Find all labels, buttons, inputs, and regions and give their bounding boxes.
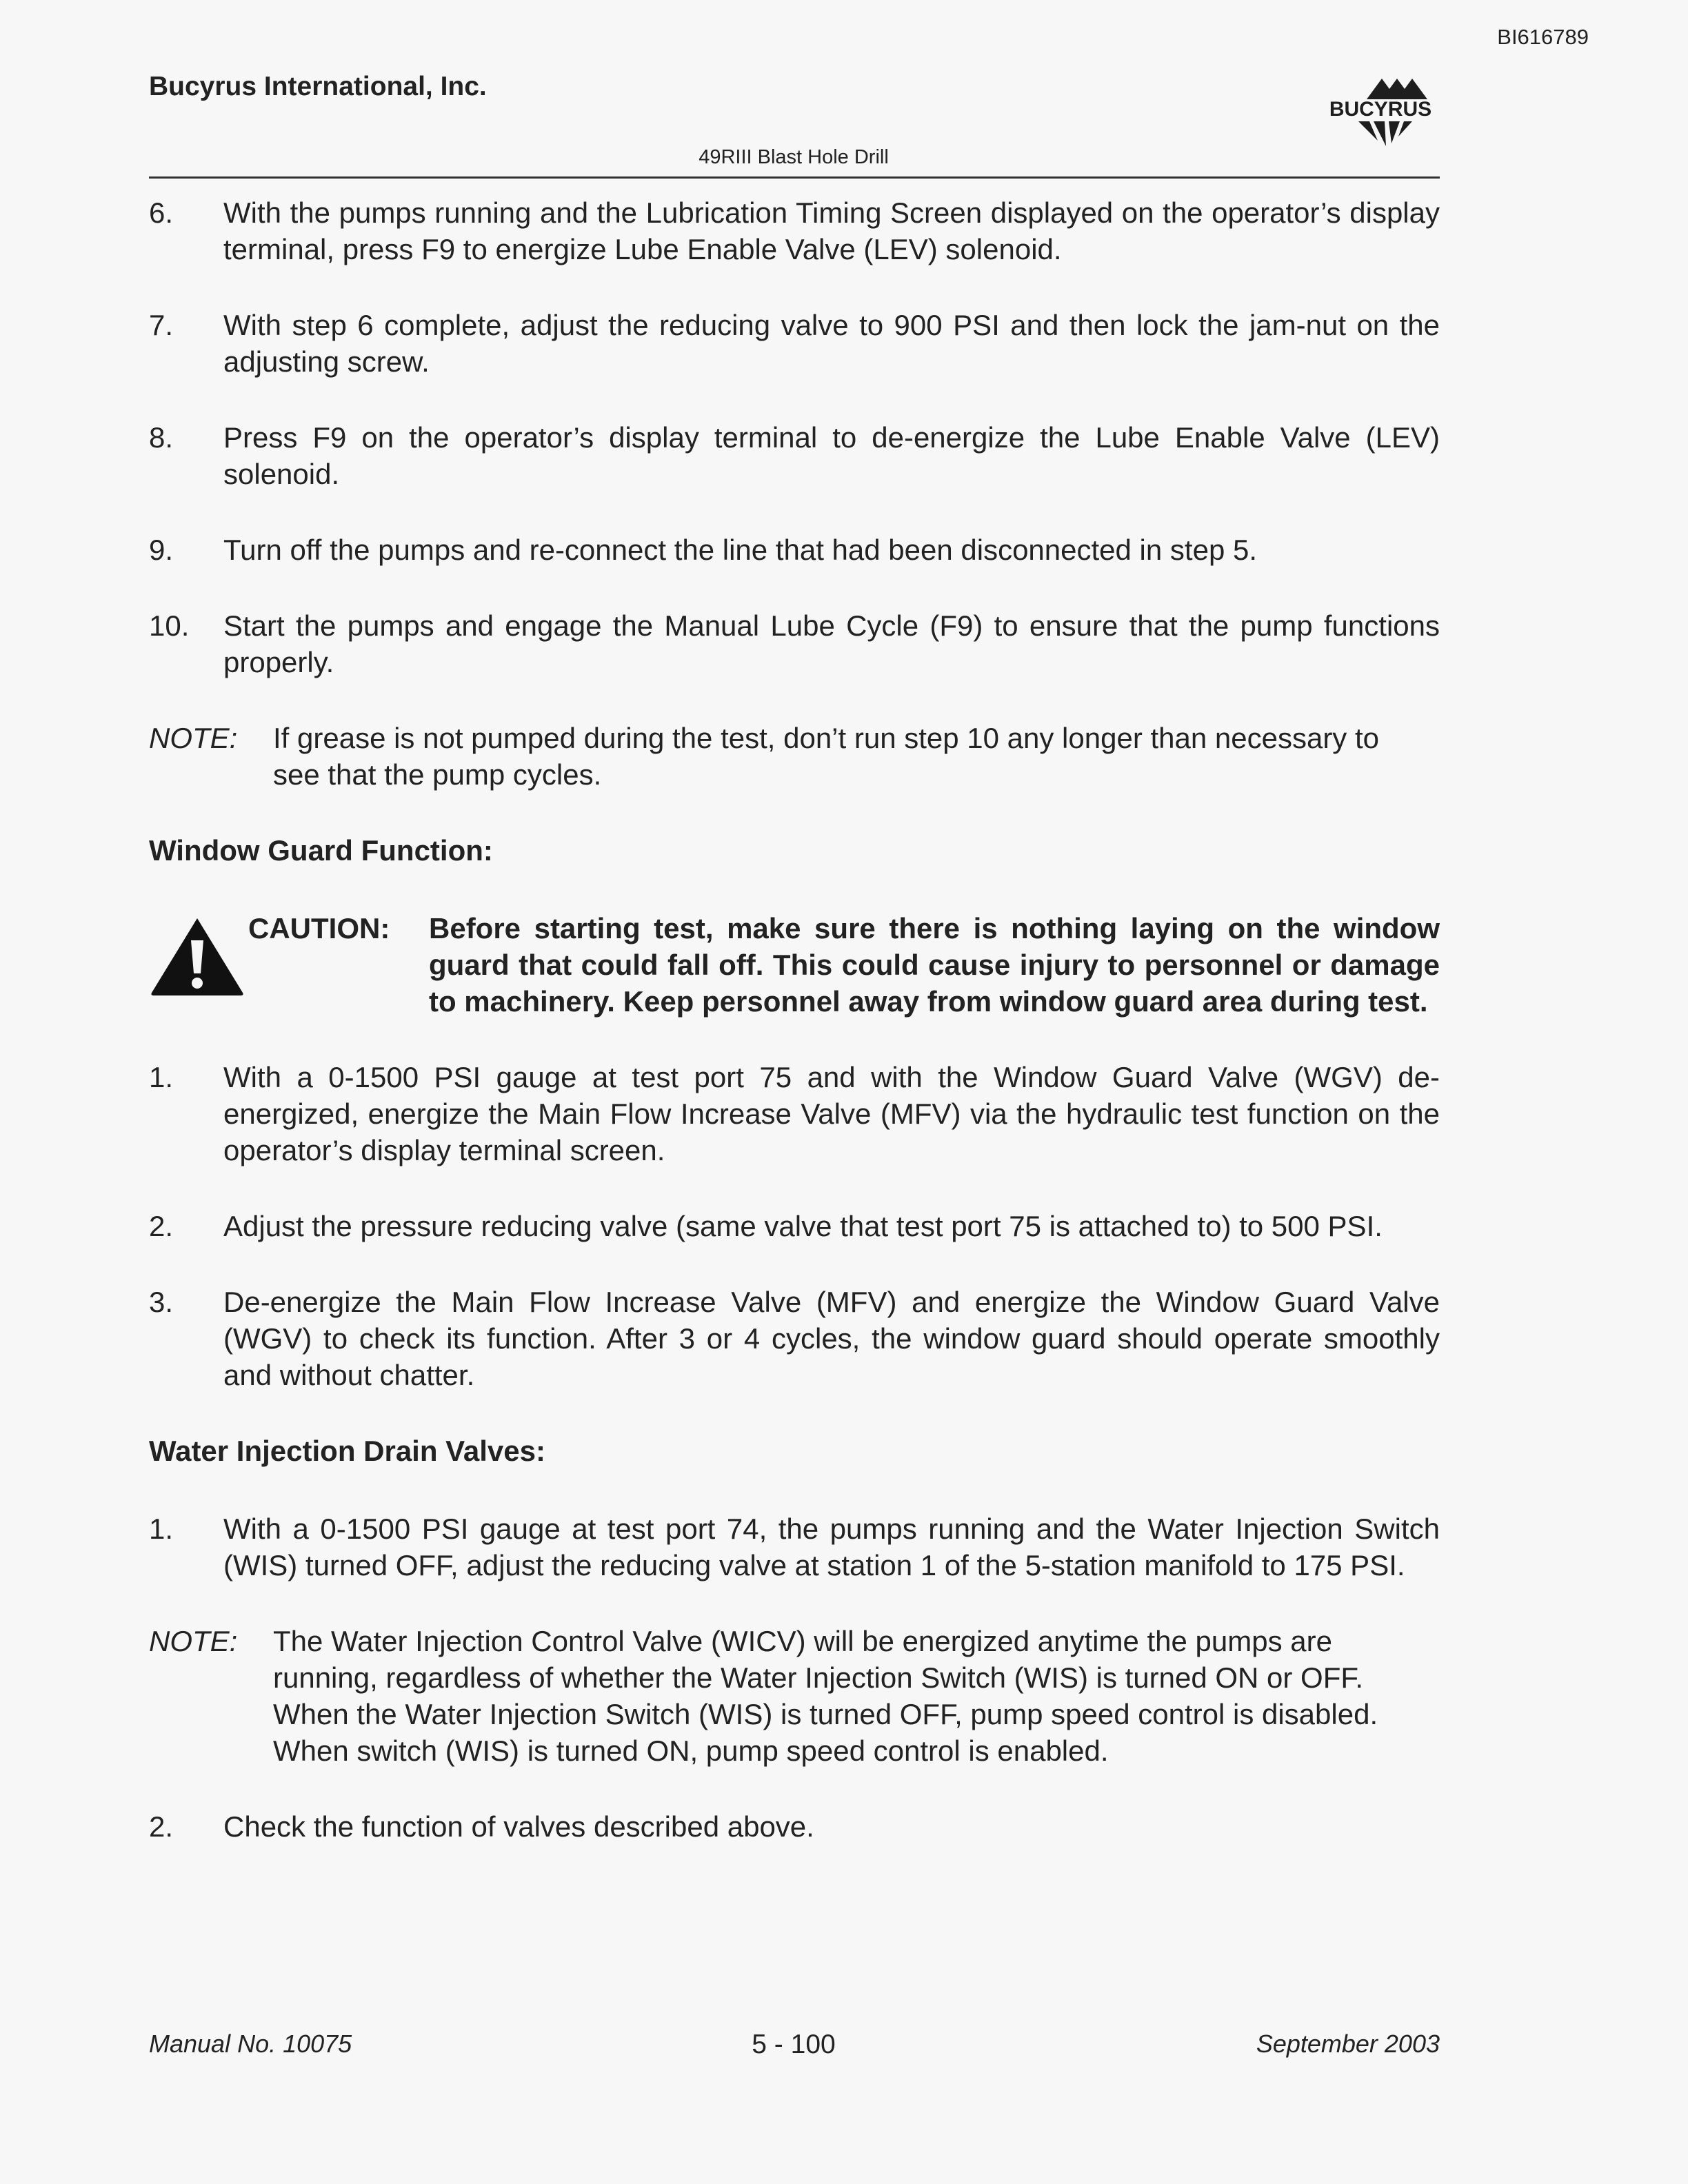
list-item [149,194,1440,267]
document-subtitle: 49RIII Blast Hole Drill [699,146,889,168]
warning-icon [149,910,248,1020]
step-text: De-energize the Main Flow Increase Valve (MFV) and energize the Window Guard Valve (WGV) to check its function. After 3 or 4 cycles, the window guard should operate smoothly and without chatter. [223,1286,1440,1391]
list-item [149,1808,1440,1845]
step-text: Press F9 on the operator’s display terminal to de-energize the Lube Enable Valve (LEV) solenoid. [223,421,1440,490]
list-item [149,1284,1440,1393]
list-item [149,419,1440,492]
caution-label: CAUTION: [248,912,390,944]
step-number: 7. [149,309,174,341]
section-heading: Window Guard Function: [149,834,493,867]
manual-number: Manual No. 10075 [149,2030,352,2058]
note-text: If grease is not pumped during the test, don’t run step 10 any longer than necessary to see that the pump cycles. [273,722,1379,791]
step-number: 8. [149,421,174,454]
note-text: The Water Injection Control Valve (WICV) will be energized anytime the pumps are running, regardless of whether the Water Injection Switch (WIS) is turned ON or OFF. When the Water Injection Switch (WIS) is turned OFF, pump speed control is disabled. When switch (WIS) is turned ON, pump speed control is enabled. [273,1625,1378,1767]
list-item [149,607,1440,680]
company-name: Bucyrus International, Inc. [149,72,487,101]
step-number: 2. [149,1210,174,1242]
step-number: 1. [149,1061,174,1093]
publication-date: September 2003 [1256,2030,1440,2058]
step-number: 1. [149,1513,174,1545]
step-text: Start the pumps and engage the Manual Lube Cycle (F9) to ensure that the pump functions properly. [223,609,1440,678]
step-text: Turn off the pumps and re-connect the line that had been disconnected in step 5. [223,534,1257,566]
step-number: 2. [149,1810,174,1843]
note-block [149,720,1440,793]
step-text: With the pumps running and the Lubrication Timing Screen displayed on the operator’s display terminal, press F9 to energize Lube Enable Valve (LEV) solenoid. [223,196,1440,265]
note-block [149,1623,1440,1769]
step-text: Adjust the pressure reducing valve (same valve that test port 75 is attached to) to 500 PSI. [223,1210,1383,1242]
document-id: BI616789 [1497,25,1589,49]
list-item [149,1208,1440,1244]
step-text: With a 0-1500 PSI gauge at test port 74, the pumps running and the Water Injection Switch (WIS) turned OFF, adjust the reducing valve at station 1 of the 5-station manifold to 175 PSI. [223,1513,1440,1581]
list-item [149,1510,1440,1584]
list-item [149,532,1440,568]
section-heading: Water Injection Drain Valves: [149,1435,545,1467]
list-item [149,1059,1440,1169]
page-content [149,194,1440,1884]
note-label: NOTE: [149,722,238,754]
caution-block [149,910,1440,1020]
header-rule [149,176,1440,179]
step-number: 9. [149,534,174,566]
step-number: 6. [149,196,174,229]
list-item [149,307,1440,380]
step-number: 3. [149,1286,174,1318]
page-number: 5 - 100 [752,2030,836,2059]
step-number: 10. [149,609,190,642]
step-text: Check the function of valves described above. [223,1810,814,1843]
caution-text: Before starting test, make sure there is nothing laying on the window guard that could fall off. This could cause injury to personnel or damage to machinery. Keep personnel away from window guard area during test. [429,912,1440,1018]
bucyrus-logo [1318,72,1443,152]
svg-text:BUCYRUS: BUCYRUS [1329,98,1432,121]
step-text: With a 0-1500 PSI gauge at test port 75 and with the Window Guard Valve (WGV) de-energized, energize the Main Flow Increase Valve (MFV) via the hydraulic test function on the operator’s display terminal screen. [223,1061,1440,1166]
step-text: With step 6 complete, adjust the reducing valve to 900 PSI and then lock the jam-nut on the adjusting screw. [223,309,1440,378]
note-label: NOTE: [149,1625,238,1657]
